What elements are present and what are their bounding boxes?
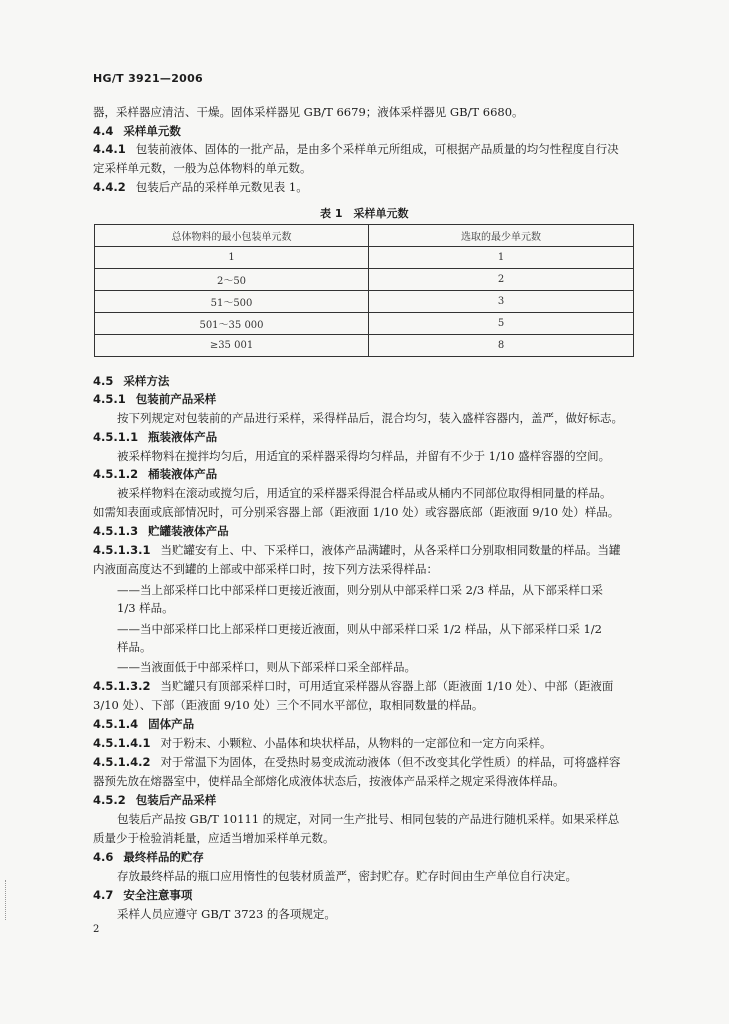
paragraph-text: 包装前液体、固体的一批产品，是由多个采样单元所组成，可根据产品质量的均匀性程度自行决 [135, 142, 619, 156]
section-number: 4.5 [93, 374, 114, 388]
section-title: 最终样品的贮存 [123, 850, 204, 864]
section-title: 采样方法 [123, 374, 170, 388]
table-cell: 3 [369, 291, 634, 313]
section-heading [93, 850, 204, 865]
text-line: 器预先放在熔器室中，使样品全部熔化成液体状态后，按液体产品采样之规定采得液体样品。 [93, 774, 565, 788]
table-cell: 51～500 [95, 291, 369, 313]
text-line: 器，采样器应清洁、干燥。固体采样器见 GB/T 6679；液体采样器见 GB/T 6680。 [93, 105, 524, 119]
table-cell: 5 [369, 313, 634, 335]
paragraph-text: 当贮罐安有上、中、下采样口，液体产品满罐时，从各采样口分别取相同数量的样品。当罐 [160, 543, 621, 557]
text-line: 包装后产品按 GB/T 10111 的规定，对同一生产批号、相同包装的产品进行随机采样。如果采样总 [117, 812, 620, 826]
section-number: 4.5.2 [93, 793, 126, 807]
text-line: 存放最终样品的瓶口应用惰性的包装材质盖严，密封贮存。贮存时间由生产单位自行决定。 [117, 869, 577, 883]
list-item: ——当上部采样口比中部采样口更接近液面，则分别从中部采样口采 2/3 样品，从下部采样口采 [117, 583, 603, 597]
section-number: 4.7 [93, 888, 114, 902]
section-title: 安全注意事项 [123, 888, 193, 902]
table-cell: 1 [369, 247, 634, 269]
sampling-unit-table [94, 224, 634, 357]
section-number: 4.5.1.4.2 [93, 755, 151, 769]
section-number: 4.5.1.3 [93, 524, 139, 538]
text-line [93, 755, 620, 770]
table-cell: 1 [95, 247, 369, 269]
table-row [95, 313, 634, 335]
text-line: 如需知表面或底部情况时，可分别采容器上部（距液面 1/10 处）或容器底部（距液面 9/10 处）样品。 [93, 505, 620, 519]
table-cell: 8 [369, 335, 634, 357]
text-line: 被采样物料在搅拌均匀后，用适宜的采样器采得均匀样品，并留有不少于 1/10 盛样容器的空间。 [117, 449, 611, 463]
section-number: 4.5.1.4 [93, 717, 139, 731]
section-title: 瓶装液体产品 [148, 430, 218, 444]
text-line [93, 736, 551, 751]
text-line: 3/10 处）、下部（距液面 9/10 处）三个不同水平部位，取相同数量的样品。 [93, 698, 484, 712]
section-title: 桶装液体产品 [148, 467, 218, 481]
section-heading [93, 888, 192, 903]
section-heading [93, 717, 194, 732]
scan-edge-mark [5, 880, 8, 920]
table-header-row [95, 225, 634, 247]
section-title: 固体产品 [148, 717, 195, 731]
standard-number: HG/T 3921—2006 [93, 72, 204, 85]
list-item: ——当中部采样口比上部采样口更接近液面，则从中部采样口采 1/2 样品，从下部采样口采 1/2 [117, 622, 602, 636]
text-line: 内液面高度达不到罐的上部或中部采样口时，按下列方法采得样品： [93, 562, 438, 576]
section-heading [93, 430, 217, 445]
table-row [95, 335, 634, 357]
section-title: 包装后产品采样 [135, 793, 217, 807]
table-caption: 表 1 采样单元数 [320, 207, 409, 220]
text-line: 质量少于检验消耗量，应适当增加采样单元数。 [93, 831, 335, 845]
section-number: 4.5.1.3.2 [93, 679, 151, 693]
text-line [93, 180, 308, 195]
table-cell: 2～50 [95, 269, 369, 291]
section-number: 4.5.1.2 [93, 467, 139, 481]
section-heading [93, 374, 169, 389]
section-number: 4.5.1.4.1 [93, 736, 151, 750]
table-cell: 2 [369, 269, 634, 291]
section-heading [93, 467, 217, 482]
list-item-continuation: 样品。 [117, 640, 152, 654]
table-cell: ≥35 001 [95, 335, 369, 357]
table-header-cell: 总体物料的最小包装单元数 [95, 225, 369, 247]
section-number: 4.4.1 [93, 142, 126, 156]
table-row [95, 291, 634, 313]
table-row [95, 269, 634, 291]
paragraph-text: 对于粉末、小颗粒、小晶体和块状样品，从物料的一定部位和一定方向采样。 [160, 736, 552, 750]
list-item-continuation: 1/3 样品。 [117, 601, 174, 615]
page-number: 2 [93, 924, 100, 935]
section-number: 4.4 [93, 124, 114, 138]
text-line [93, 142, 619, 157]
section-title: 采样单元数 [123, 124, 181, 138]
section-heading [93, 793, 216, 808]
section-number: 4.4.2 [93, 180, 126, 194]
text-line: 定采样单元数，一般为总体物料的单元数。 [93, 161, 312, 175]
list-item: ——当液面低于中部采样口，则从下部采样口采全部样品。 [117, 660, 416, 674]
section-number: 4.5.1.3.1 [93, 543, 151, 557]
table-row [95, 247, 634, 269]
section-heading [93, 524, 229, 539]
section-number: 4.6 [93, 850, 114, 864]
section-title: 包装前产品采样 [135, 392, 217, 406]
paragraph-text: 包装后产品的采样单元数见表 1。 [135, 180, 308, 194]
text-line: 按下列规定对包装前的产品进行采样，采得样品后，混合均匀，装入盛样容器内，盖严，做好标志。 [117, 411, 623, 425]
section-number: 4.5.1.1 [93, 430, 139, 444]
text-line [93, 543, 620, 558]
text-line [93, 679, 613, 694]
table-header-cell: 选取的最少单元数 [369, 225, 634, 247]
table-cell: 501～35 000 [95, 313, 369, 335]
paragraph-text: 对于常温下为固体，在受热时易变成流动液体（但不改变其化学性质）的样品，可将盛样容 [160, 755, 621, 769]
section-title: 贮罐装液体产品 [148, 524, 229, 538]
text-line: 采样人员应遵守 GB/T 3723 的各项规定。 [117, 907, 336, 921]
text-line: 被采样物料在滚动或搅匀后，用适宜的采样器采得混合样品或从桶内不同部位取得相同量的样品。 [117, 486, 612, 500]
paragraph-text: 当贮罐只有顶部采样口时，可用适宜采样器从容器上部（距液面 1/10 处）、中部（距液面 [160, 679, 614, 693]
section-heading [93, 392, 216, 407]
section-number: 4.5.1 [93, 392, 126, 406]
section-heading [93, 124, 181, 139]
